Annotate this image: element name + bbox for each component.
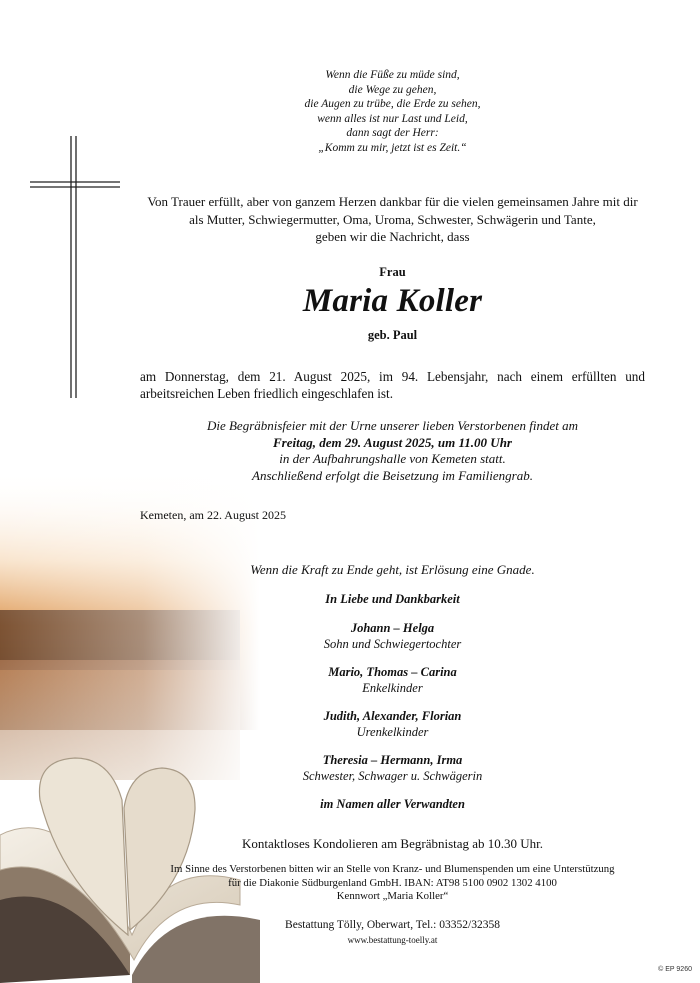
death-notice: am Donnerstag, dem 21. August 2025, im 94. Lebensjahr, nach einem erfüllten und arbeitsreichen Leben friedlich eingeschlafen ist.: [140, 369, 645, 401]
mourner-relation: Sohn und Schwiegertochter: [323, 636, 462, 651]
intro-line: Von Trauer erfüllt, aber von ganzem Herzen dankbar für die vielen gemeinsamen Jahre mit dir: [147, 194, 638, 209]
intro-text: [140, 193, 645, 246]
poem-line: die Augen zu trübe, die Erde zu sehen,: [304, 98, 481, 111]
donation-line: Kennwort „Maria Koller“: [336, 890, 449, 902]
print-code: © EP 9260: [658, 966, 692, 973]
intro-line: als Mutter, Schwiegermutter, Oma, Uroma, Schwester, Schwägerin und Tante,: [189, 211, 596, 227]
poem-line: dann sagt der Herr:: [346, 127, 439, 140]
poem-line: Wenn die Füße zu müde sind,: [325, 69, 460, 81]
donation-note: [140, 863, 645, 904]
undertaker: Bestattung Tölly, Oberwart, Tel.: 03352/32358: [285, 919, 500, 931]
mourner-relation: Enkelkinder: [362, 680, 423, 695]
mourner-names: Judith, Alexander, Florian: [323, 709, 462, 723]
donation-line: für die Diakonie Südburgenland GmbH. IBAN: AT98 5100 0902 1302 4100: [228, 876, 557, 889]
all-relatives: im Namen aller Verwandten: [320, 797, 465, 811]
funeral-line: Anschließend erfolgt die Beisetzung im Familiengrab.: [252, 467, 533, 483]
mourner-group: [140, 665, 645, 696]
poem-line: wenn alles ist nur Last und Leid,: [317, 112, 468, 125]
mourner-names: Mario, Thomas – Carina: [328, 665, 457, 679]
cross-icon: [30, 136, 120, 398]
place-date: Kemeten, am 22. August 2025: [140, 508, 286, 522]
funeral-line: Die Begräbnisfeier mit der Urne unserer lieben Verstorbenen findet am: [206, 418, 579, 433]
mourner-relation: Schwester, Schwager u. Schwägerin: [302, 768, 483, 783]
funeral-line: in der Aufbahrungshalle von Kemeten statt.: [279, 451, 506, 467]
mourner-group: [140, 753, 645, 784]
funeral-date: Freitag, dem 29. August 2025, um 11.00 Uhr: [273, 434, 512, 450]
closing-quote: Wenn die Kraft zu Ende geht, ist Erlösung eine Gnade.: [250, 562, 535, 577]
funeral-info: [140, 418, 645, 484]
mourner-names: Theresia – Hermann, Irma: [322, 753, 463, 767]
mourner-relation: Urenkelkinder: [356, 724, 429, 739]
mourner-group: [140, 709, 645, 740]
poem-line: „Komm zu mir, jetzt ist es Zeit.“: [318, 141, 467, 154]
mourner-names: Johann – Helga: [350, 621, 435, 635]
mourner-group: [140, 621, 645, 652]
donation-line: Im Sinne des Verstorbenen bitten wir an Stelle von Kranz- und Blumenspenden um eine Unterstützung: [170, 863, 615, 875]
poem-line: die Wege zu gehen,: [348, 83, 437, 96]
maiden-name: geb. Paul: [367, 328, 418, 342]
poem: [140, 68, 645, 156]
condolence-note: Kontaktloses Kondolieren am Begräbnistag ab 10.30 Uhr.: [241, 836, 544, 851]
website-link[interactable]: www.bestattung-toelly.at: [347, 935, 438, 945]
intro-line: geben wir die Nachricht, dass: [315, 229, 470, 244]
salutation: Frau: [379, 265, 406, 279]
deceased-name: Maria Koller: [302, 283, 483, 319]
love-line: In Liebe und Dankbarkeit: [325, 592, 460, 606]
